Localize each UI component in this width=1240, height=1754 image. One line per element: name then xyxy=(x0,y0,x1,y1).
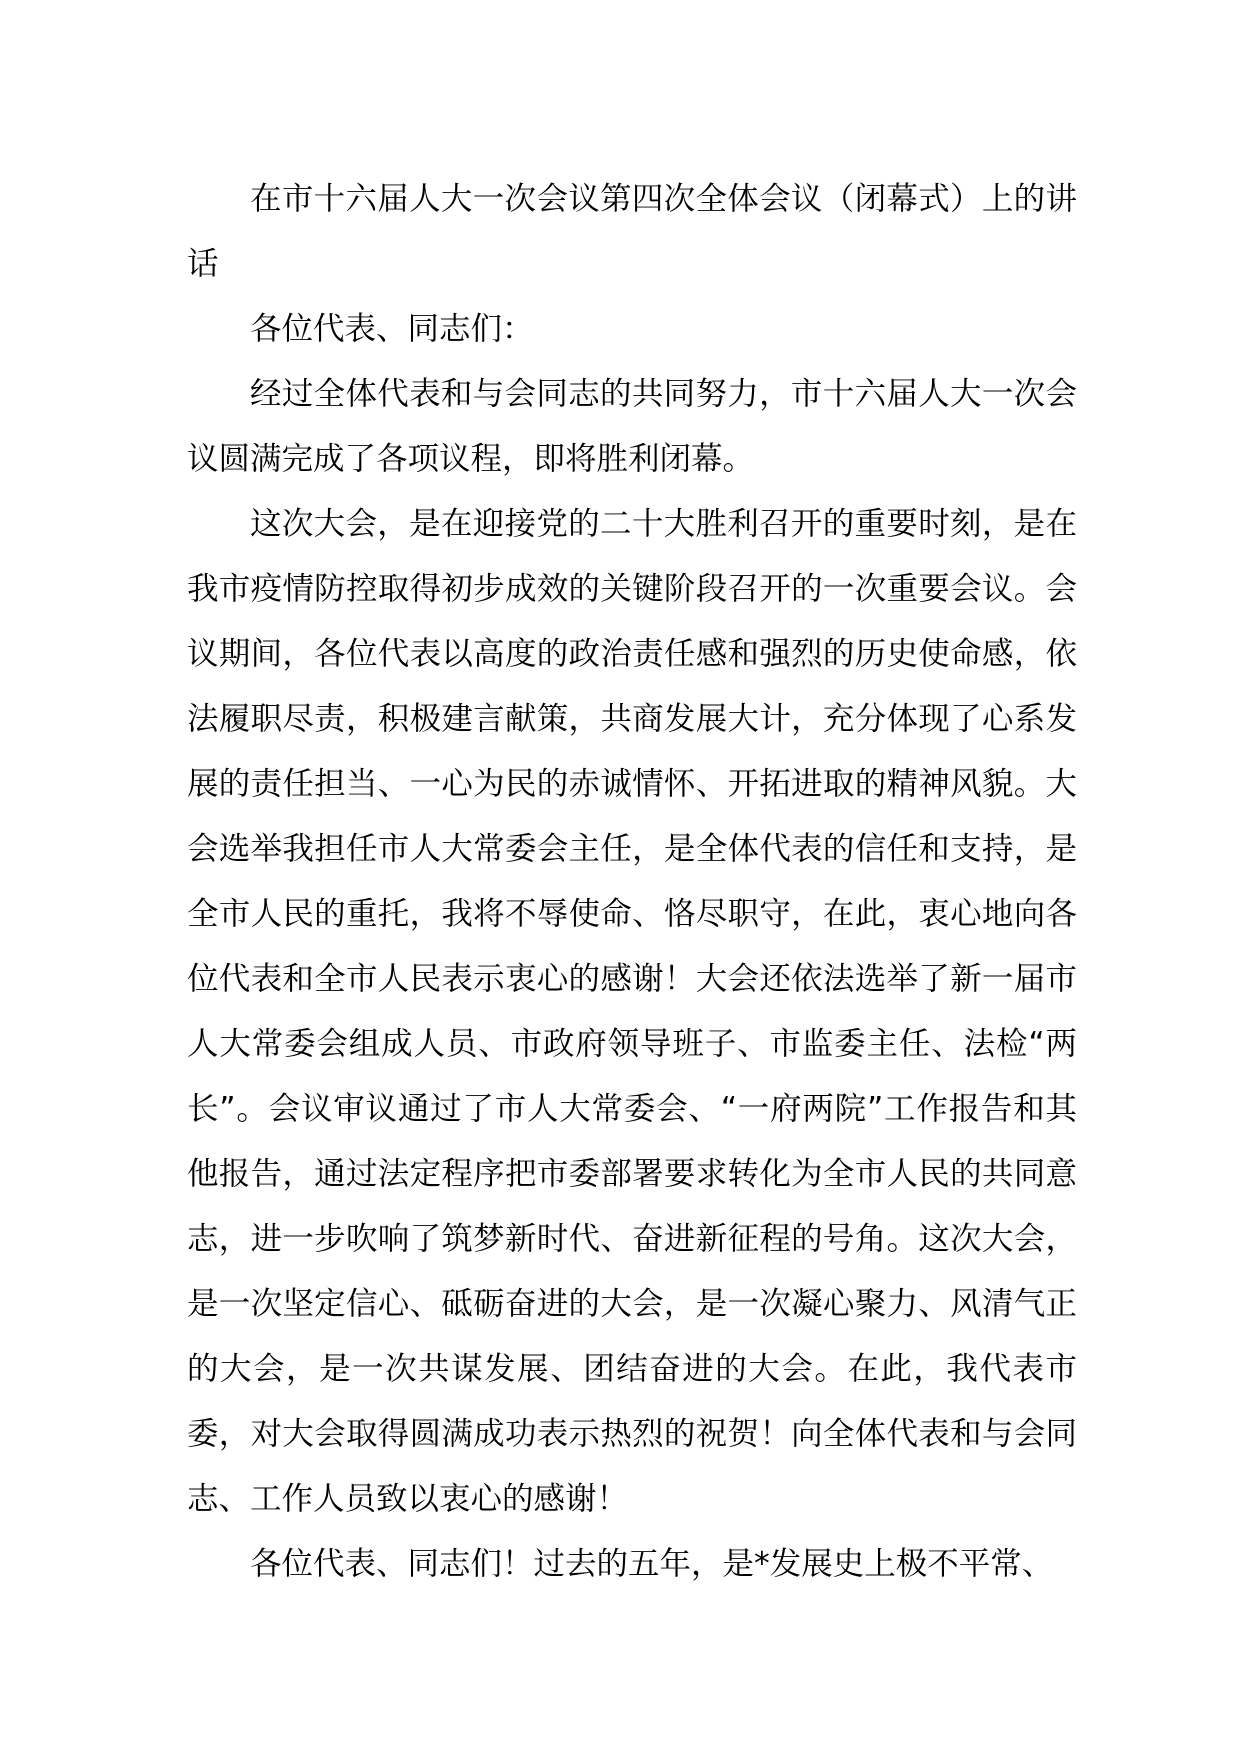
body-paragraph: 经过全体代表和与会同志的共同努力，市十六届人大一次会议圆满完成了各项议程，即将胜利闭幕。 xyxy=(187,376,1077,477)
document-title: 在市十六届人大一次会议第四次全体会议（闭幕式）上的讲话 xyxy=(187,181,1077,282)
body-paragraph: 各位代表、同志们！过去的五年，是*发展史上极不平常、 xyxy=(250,1546,1054,1582)
salutation-paragraph: 各位代表、同志们： xyxy=(250,311,534,347)
document-body xyxy=(187,167,1077,1597)
body-paragraph: 这次大会，是在迎接党的二十大胜利召开的重要时刻，是在我市疫情防控取得初步成效的关键阶段召开的一次重要会议。会议期间，各位代表以高度的政治责任感和强烈的历史使命感，依法履职尽责，积极建言献策，共商发展大计，充分体现了心系发展的责任担当、一心为民的赤诚情怀、开拓进取的精神风貌。大会选举我担任市人大常委会主任，是全体代表的信任和支持，是全市人民的重托，我将不辱使命、恪尽职守，在此，衷心地向各位代表和全市人民表示衷心的感谢！大会还依法选举了新一届市人大常委会组成人员、市政府领导班子、市监委主任、法检“两长”。会议审议通过了市人大常委会、“一府两院”工作报告和其他报告，通过法定程序把市委部署要求转化为全市人民的共同意志，进一步吹响了筑梦新时代、奋进新征程的号角。这次大会，是一次坚定信心、砥砺奋进的大会，是一次凝心聚力、风清气正的大会，是一次共谋发展、团结奋进的大会。在此，我代表市委，对大会取得圆满成功表示热烈的祝贺！向全体代表和与会同志、工作人员致以衷心的感谢！ xyxy=(187,506,1077,1517)
